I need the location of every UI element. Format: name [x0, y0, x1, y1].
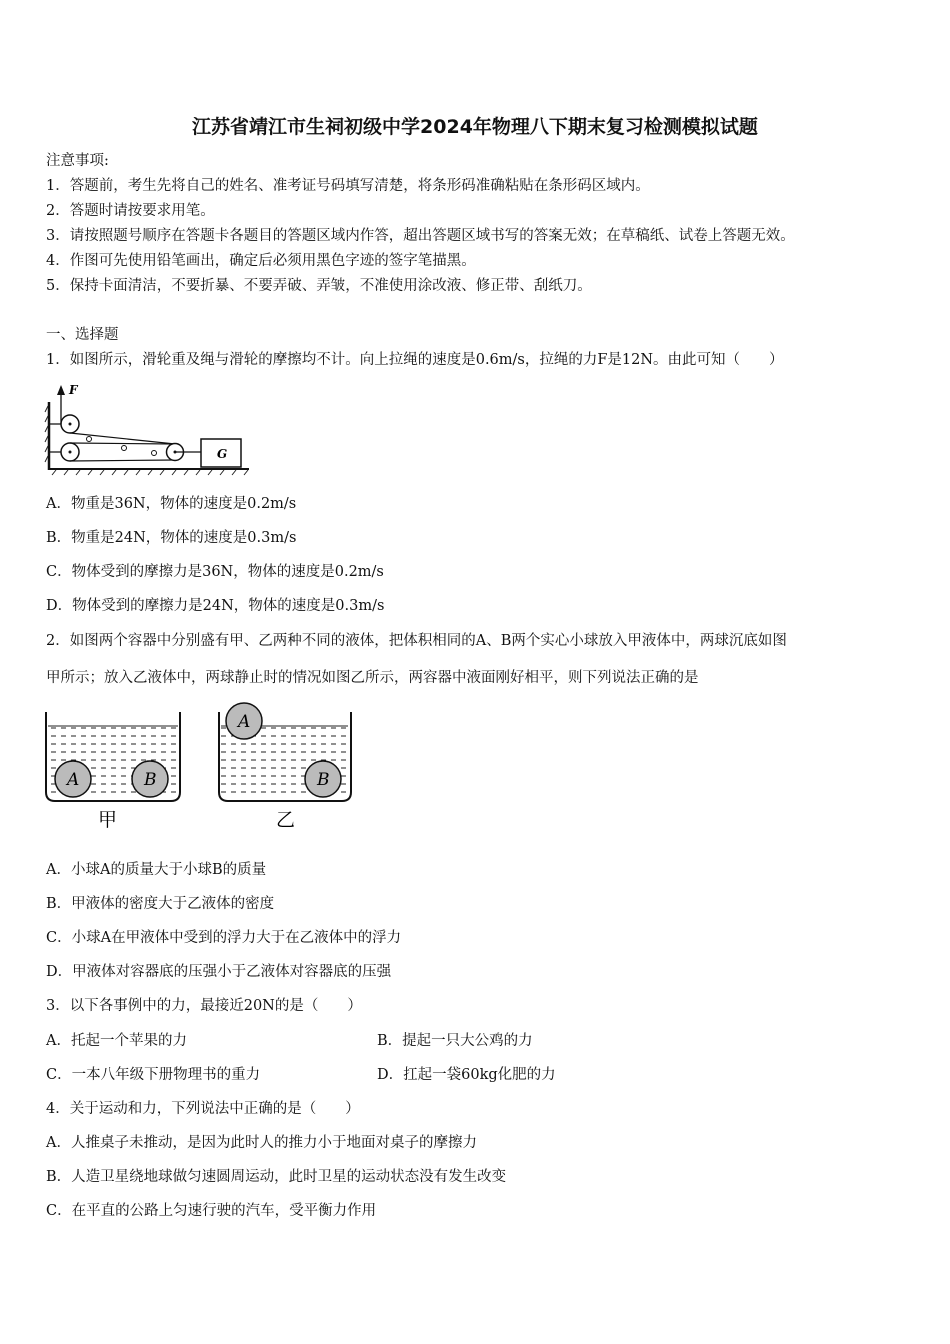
notice-item-2: 2．答题时请按要求用笔。: [46, 203, 215, 219]
q1-option-d: D．物体受到的摩擦力是24N，物体的速度是0.3m/s: [46, 598, 385, 614]
notice-item-3: 3．请按照题号顺序在答题卡各题目的答题区域内作答，超出答题区域书写的答案无效；在草稿纸、试卷上答题无效。: [46, 228, 795, 244]
q2-stem-line2: 甲所示；放入乙液体中，两球静止时的情况如图乙所示，两容器中液面刚好相平，则下列说法正确的是: [46, 670, 699, 686]
page-title: 江苏省靖江市生祠初级中学2024年物理八下期末复习检测模拟试题: [192, 116, 758, 138]
q1-option-b: B．物重是24N，物体的速度是0.3m/s: [46, 530, 297, 546]
notice-heading: 注意事项:: [46, 153, 109, 169]
notice-item-5: 5．保持卡面清洁，不要折暴、不要弄破、弄皱，不准使用涂改液、修正带、刮纸刀。: [46, 278, 592, 294]
notice-item-4: 4．作图可先使用铅笔画出，确定后必须用黑色字迹的签字笔描黑。: [46, 253, 476, 269]
q2-option-d: D．甲液体对容器底的压强小于乙液体对容器底的压强: [46, 964, 392, 980]
ball-a-yi: A: [238, 712, 251, 732]
q1-option-c: C．物体受到的摩擦力是36N，物体的速度是0.2m/s: [46, 564, 384, 580]
container-jia: [46, 712, 180, 831]
q1-option-a: A．物重是36N，物体的速度是0.2m/s: [46, 496, 297, 512]
q3-option-d: D．扛起一袋60kg化肥的力: [377, 1067, 556, 1083]
force-label: F: [69, 383, 78, 397]
container-yi: [219, 703, 351, 831]
q3-stem: 3．以下各事例中的力，最接近20N的是（ ）: [46, 998, 362, 1014]
label-yi: 乙: [276, 809, 296, 831]
ball-a-jia: A: [67, 770, 80, 790]
pulley-diagram: [44, 380, 254, 476]
q4-option-a: A．人推桌子未推动，是因为此时人的推力小于地面对桌子的摩擦力: [46, 1135, 477, 1151]
containers-diagram: [40, 700, 360, 835]
q1-stem: 1．如图所示，滑轮重及绳与滑轮的摩擦均不计。向上拉绳的速度是0.6m/s，拉绳的力F是12N。由此可知（ ）: [46, 352, 784, 368]
q4-stem: 4．关于运动和力，下列说法中正确的是（ ）: [46, 1101, 360, 1117]
q2-option-a: A．小球A的质量大于小球B的质量: [46, 862, 267, 878]
label-jia: 甲: [98, 809, 118, 831]
block-label: G: [217, 447, 228, 461]
q3-option-c: C．一本八年级下册物理书的重力: [46, 1067, 261, 1083]
q4-option-b: B．人造卫星绕地球做匀速圆周运动，此时卫星的运动状态没有发生改变: [46, 1169, 507, 1185]
q2-option-c: C．小球A在甲液体中受到的浮力大于在乙液体中的浮力: [46, 930, 402, 946]
q3-option-a: A．托起一个苹果的力: [46, 1033, 187, 1049]
q3-option-b: B．提起一只大公鸡的力: [377, 1033, 533, 1049]
q4-option-c: C．在平直的公路上匀速行驶的汽车，受平衡力作用: [46, 1203, 377, 1219]
notice-item-1: 1．答题前，考生先将自己的姓名、准考证号码填写清楚，将条形码准确粘贴在条形码区域内。: [46, 178, 650, 194]
ball-b-yi: B: [317, 770, 330, 790]
ball-b-jia: B: [144, 770, 157, 790]
section-heading: 一、选择题: [46, 327, 119, 343]
q2-stem-line1: 2．如图两个容器中分别盛有甲、乙两种不同的液体，把体积相同的A、B两个实心小球放入甲液体中，两球沉底如图: [46, 633, 787, 649]
q2-option-b: B．甲液体的密度大于乙液体的密度: [46, 896, 275, 912]
